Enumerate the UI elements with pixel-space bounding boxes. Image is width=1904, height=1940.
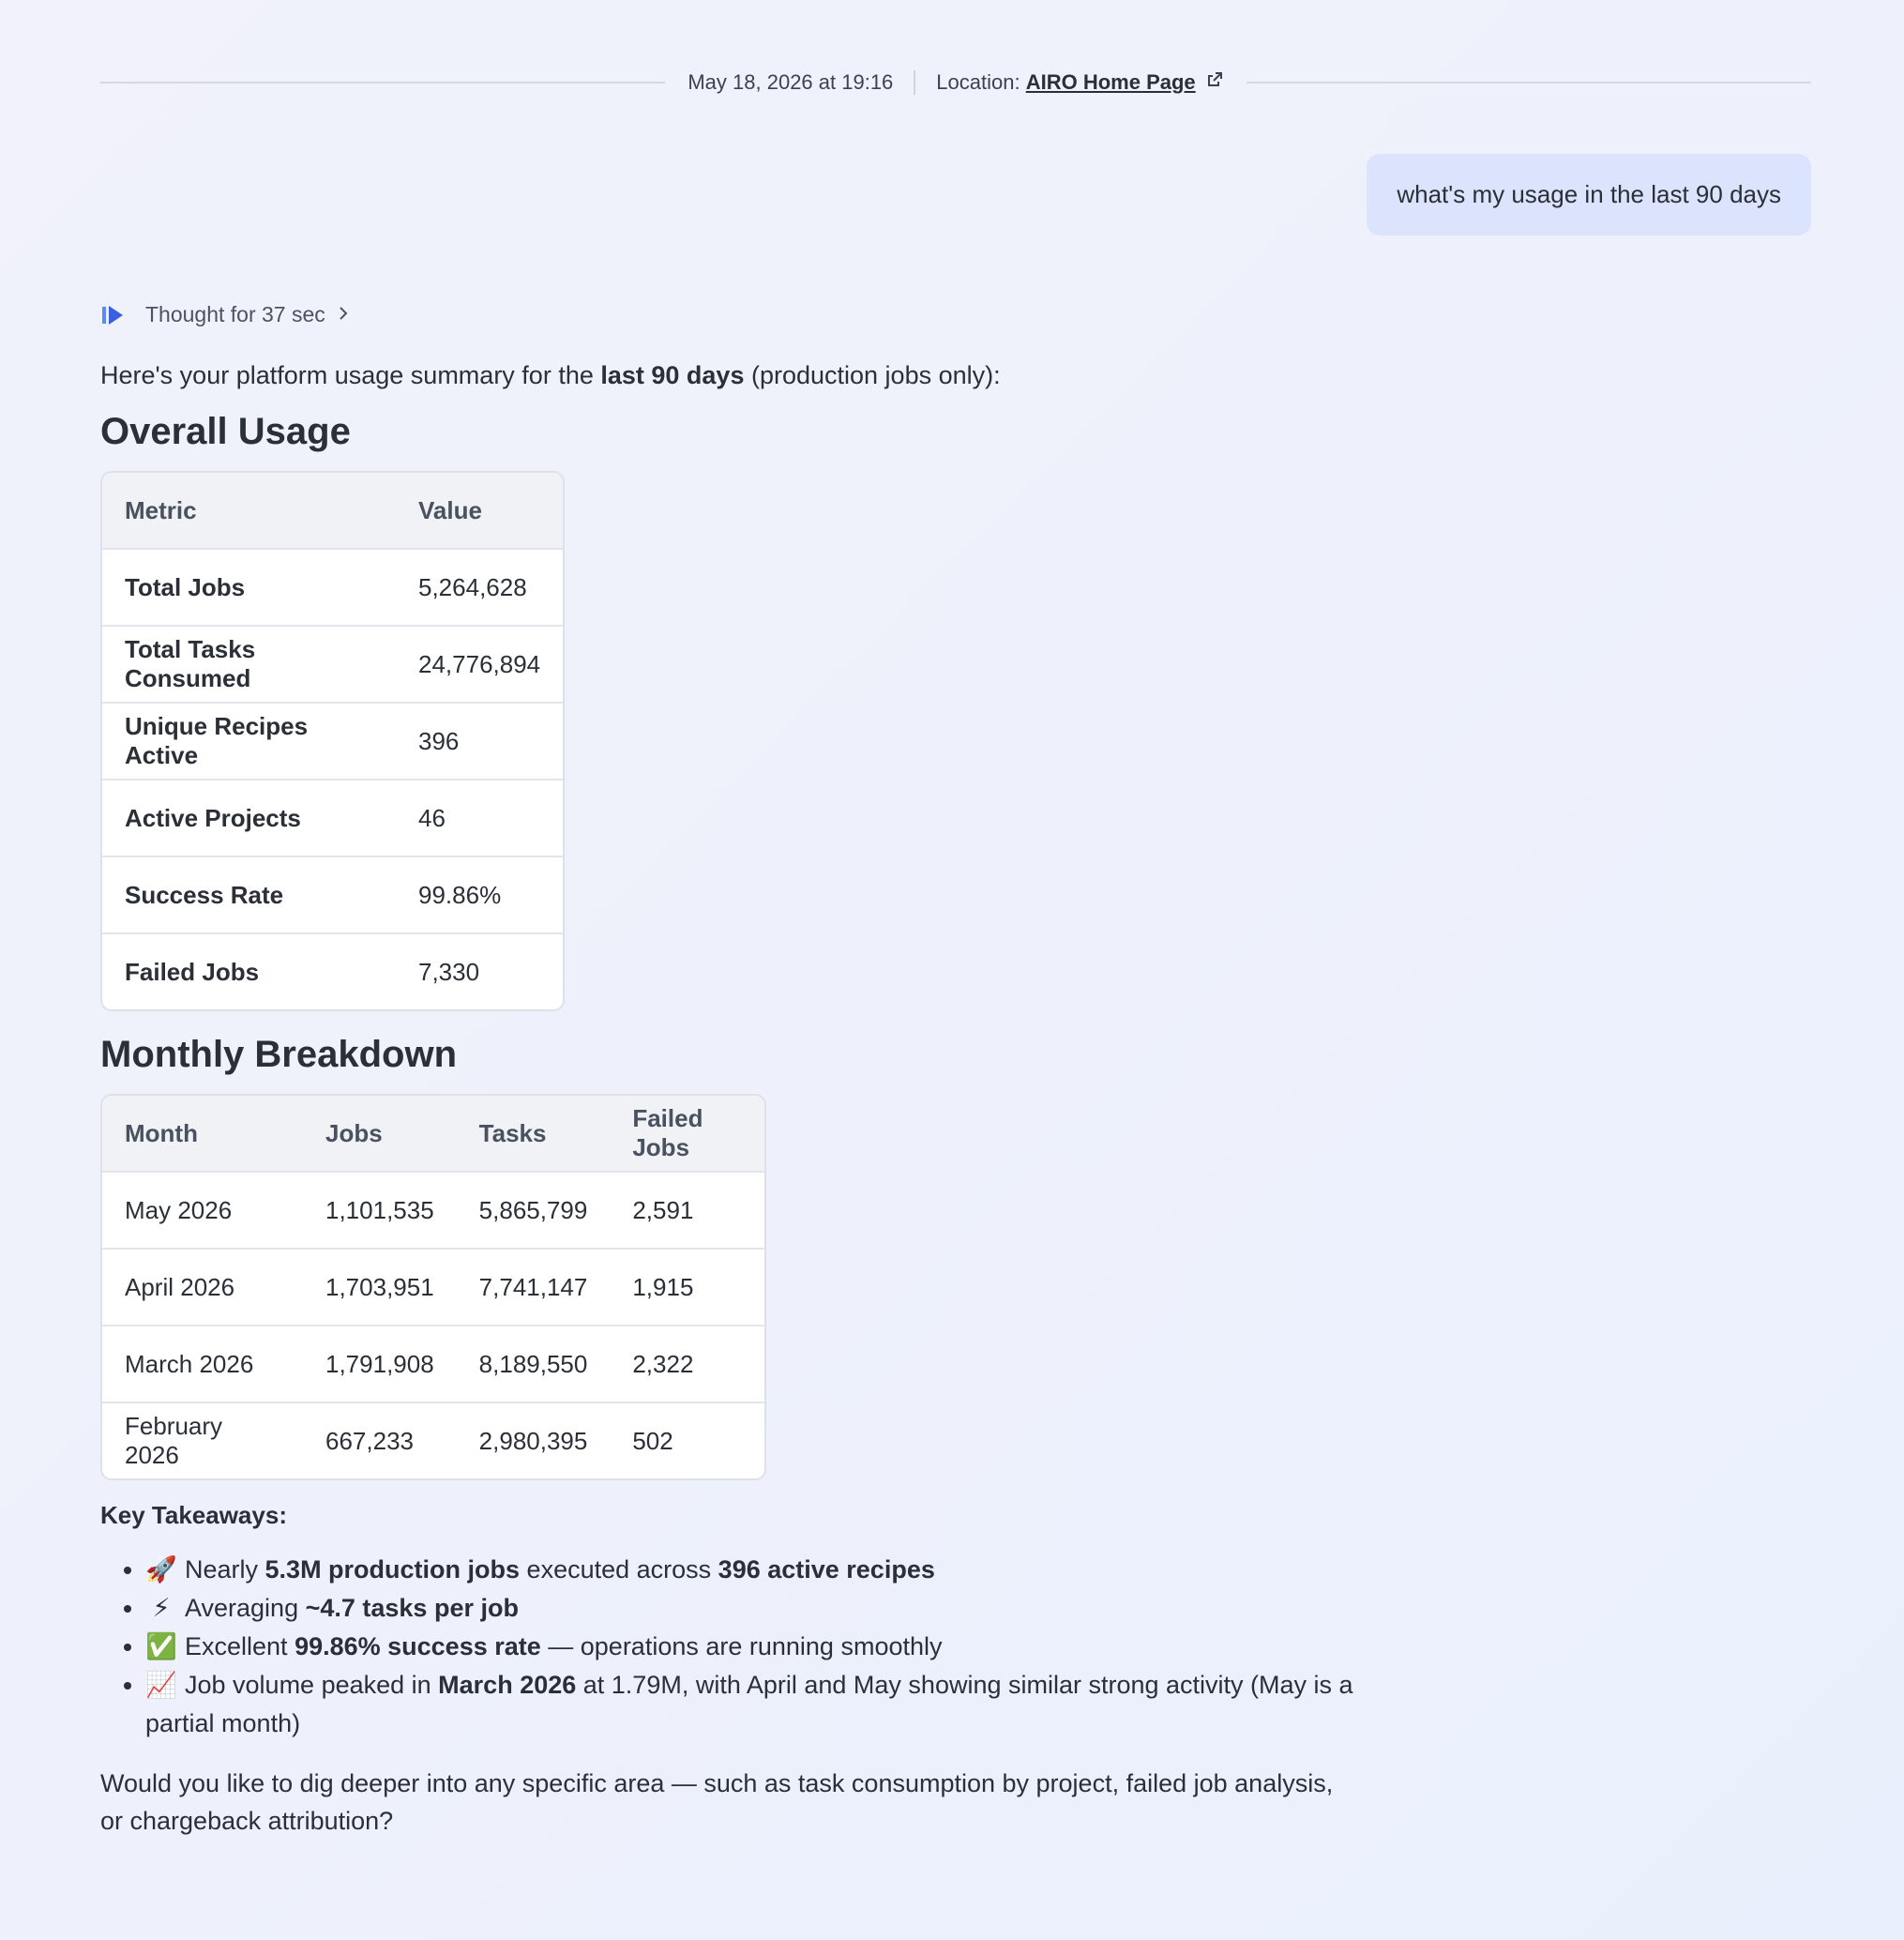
tasks-cell: 7,741,147 xyxy=(457,1248,611,1325)
overall-usage-heading: Overall Usage xyxy=(100,411,351,452)
column-header: Failed Jobs xyxy=(610,1096,764,1171)
monthly-breakdown-table xyxy=(100,1094,766,1480)
table-row xyxy=(102,548,563,625)
table-row xyxy=(102,1171,764,1248)
column-header: Value xyxy=(396,473,563,548)
value-cell: 7,330 xyxy=(396,932,563,1009)
failed-jobs-cell: 1,915 xyxy=(610,1248,764,1325)
thought-toggle[interactable] xyxy=(100,302,350,327)
divider xyxy=(1247,82,1811,83)
chevron-right-icon xyxy=(337,302,350,327)
failed-jobs-cell: 502 xyxy=(610,1402,764,1478)
month-cell: February 2026 xyxy=(102,1402,303,1478)
takeaways-list xyxy=(100,1551,1357,1742)
table-row xyxy=(102,779,563,856)
list-item: • ⚡ Averaging ~4.7 tasks per job xyxy=(145,1589,1357,1628)
column-header: Tasks xyxy=(457,1096,611,1171)
table-row xyxy=(102,1248,764,1325)
month-cell: March 2026 xyxy=(102,1325,303,1402)
failed-jobs-cell: 2,322 xyxy=(610,1325,764,1402)
lightning-icon: ⚡ xyxy=(152,1594,171,1623)
table-row xyxy=(102,702,563,779)
value-cell: 396 xyxy=(396,702,563,779)
table-row xyxy=(102,856,563,932)
message-meta xyxy=(665,70,1246,95)
value-cell: 99.86% xyxy=(396,856,563,932)
metric-cell: Failed Jobs xyxy=(102,932,396,1009)
location-link[interactable]: AIRO Home Page xyxy=(1025,70,1196,94)
failed-jobs-cell: 2,591 xyxy=(610,1171,764,1248)
column-header: Jobs xyxy=(303,1096,457,1171)
table-row xyxy=(102,1402,764,1478)
tasks-cell: 5,865,799 xyxy=(457,1171,611,1248)
jobs-cell: 1,791,908 xyxy=(303,1325,457,1402)
table-row xyxy=(102,1325,764,1402)
assistant-response xyxy=(100,358,1357,1840)
jobs-cell: 667,233 xyxy=(303,1402,457,1478)
assistant-logo-icon xyxy=(100,304,125,326)
chart-increasing-icon: 📈 xyxy=(145,1671,177,1700)
location-label: Location: xyxy=(936,70,1020,94)
metric-cell: Unique Recipes Active xyxy=(102,702,396,779)
table-row xyxy=(102,625,563,702)
timestamp: May 18, 2026 at 19:16 xyxy=(688,70,894,94)
rocket-icon: 🚀 xyxy=(145,1555,177,1584)
list-item: • ✅ Excellent 99.86% success rate — operations are running smoothly xyxy=(145,1628,1357,1666)
divider xyxy=(914,70,915,95)
value-cell: 24,776,894 xyxy=(396,625,563,702)
tasks-cell: 2,980,395 xyxy=(457,1402,611,1478)
value-cell: 46 xyxy=(396,779,563,856)
jobs-cell: 1,101,535 xyxy=(303,1171,457,1248)
month-cell: May 2026 xyxy=(102,1171,303,1248)
metric-cell: Total Tasks Consumed xyxy=(102,625,396,702)
divider xyxy=(100,82,665,83)
table-row xyxy=(102,932,563,1009)
thought-label: Thought for 37 sec xyxy=(145,302,325,326)
intro-text: Here's your platform usage summary for the last 90 days (production jobs only): xyxy=(100,361,1001,389)
monthly-breakdown-heading: Monthly Breakdown xyxy=(100,1034,458,1075)
list-item: • 🚀 Nearly 5.3M production jobs executed across 396 active recipes xyxy=(145,1551,1357,1589)
overall-usage-table xyxy=(100,471,565,1011)
list-item: • 📈 Job volume peaked in March 2026 at 1.79M, with April and May showing similar strong activity (May is a partial month) xyxy=(145,1666,1357,1742)
metric-cell: Success Rate xyxy=(102,856,396,932)
metric-cell: Active Projects xyxy=(102,779,396,856)
tasks-cell: 8,189,550 xyxy=(457,1325,611,1402)
column-header: Metric xyxy=(102,473,396,548)
takeaways-heading: Key Takeaways: xyxy=(100,1501,287,1529)
closing-question: Would you like to dig deeper into any specific area — such as task consumption by project, failed job analysis, or chargeback attribution? xyxy=(100,1769,1334,1835)
month-cell: April 2026 xyxy=(102,1248,303,1325)
check-mark-icon: ✅ xyxy=(145,1632,177,1661)
jobs-cell: 1,703,951 xyxy=(303,1248,457,1325)
user-message-bubble: what's my usage in the last 90 days xyxy=(1367,154,1811,235)
message-meta-bar xyxy=(100,64,1811,101)
value-cell: 5,264,628 xyxy=(396,548,563,625)
column-header: Month xyxy=(102,1096,303,1171)
external-link-icon[interactable] xyxy=(1205,70,1224,95)
metric-cell: Total Jobs xyxy=(102,548,396,625)
